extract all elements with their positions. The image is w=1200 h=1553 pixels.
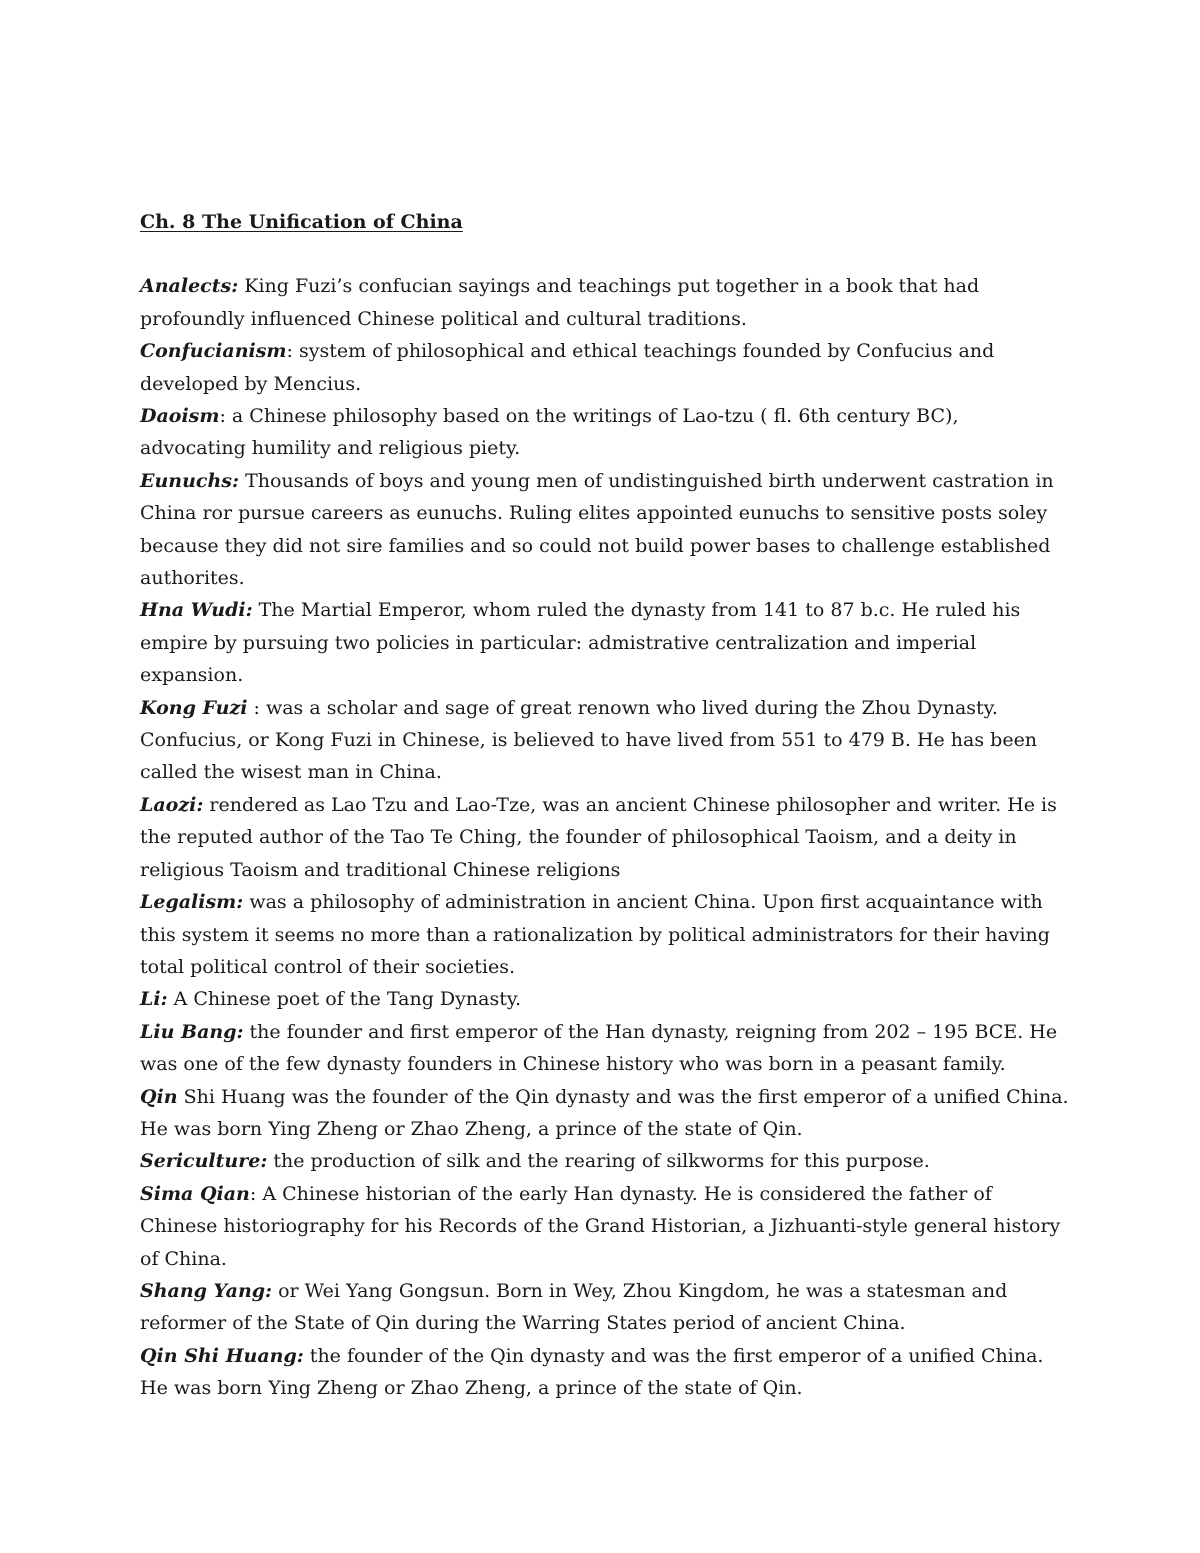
glossary-definition: A Chinese poet of the Tang Dynasty. [167, 988, 522, 1011]
glossary-term: Sericulture: [140, 1150, 268, 1173]
glossary-definition: : A Chinese historian of the early Han dynasty. He is considered the father of Chinese historiography for his Records of the Grand Historian, a Jizhuanti-style general history of China. [140, 1182, 1061, 1270]
glossary-term: Laozi: [140, 793, 204, 816]
glossary-definition: King Fuzi’s confucian sayings and teachings put together in a book that had profoundly influenced Chinese political and cultural traditions. [140, 275, 980, 330]
glossary-term: Liu Bang: [140, 1020, 244, 1043]
glossary-term: Analects: [140, 275, 239, 298]
glossary-entry-analects [140, 270, 1070, 335]
glossary-entry-shang-yang [140, 1275, 1070, 1340]
glossary-term: Sima Qian [140, 1182, 250, 1205]
glossary-definition: : a Chinese philosophy based on the writings of Lao-tzu ( fl. 6th century BC), advocating humility and religious piety. [140, 405, 959, 460]
glossary-term: Daoism [140, 405, 220, 428]
glossary-entry-han-wudi [140, 594, 1070, 691]
glossary-entry-laozi [140, 789, 1070, 886]
glossary-entry-eunuchs [140, 465, 1070, 595]
glossary-term: Li: [140, 988, 168, 1011]
glossary-term: Eunuchs: [140, 469, 240, 492]
glossary-definition: : system of philosophical and ethical teachings founded by Confucius and developed by Mencius. [140, 340, 995, 395]
glossary-definition: rendered as Lao Tzu and Lao-Tze, was an ancient Chinese philosopher and writer. He is the reputed author of the Tao Te Ching, the founder of philosophical Taoism, and a deity in religious Taoism and traditional Chinese religions [140, 793, 1057, 881]
document-title: Ch. 8 The Unification of China [140, 211, 463, 233]
glossary-definition: the production of silk and the rearing of silkworms for this purpose. [267, 1150, 930, 1173]
glossary-entry-confucianism [140, 335, 1070, 400]
glossary-entry-sima-qian [140, 1178, 1070, 1275]
glossary-term: Confucianism [140, 340, 287, 363]
glossary-entry-kong-fuzi [140, 692, 1070, 789]
glossary-term: Hna Wudi: [140, 599, 253, 622]
glossary-term: Shang Yang: [140, 1279, 273, 1302]
glossary-entry-qin-shi-huang [140, 1340, 1070, 1405]
glossary-term: Qin [140, 1085, 178, 1108]
glossary-entry-qin [140, 1081, 1070, 1146]
glossary-definition: the founder of the Qin dynasty and was the first emperor of a unified China. He was born Ying Zheng or Zhao Zheng, a prince of the state of Qin. [140, 1344, 1044, 1400]
document-body [140, 206, 1070, 1405]
glossary-definition: : was a scholar and sage of great renown who lived during the Zhou Dynasty. Confucius, or Kong Fuzi in Chinese, is believed to have lived from 551 to 479 B. He has been called the wisest man in China. [140, 696, 1038, 784]
glossary-entry-li [140, 983, 1070, 1015]
glossary-definition: The Martial Emperor, whom ruled the dynasty from 141 to 87 b.c. He ruled his empire by pursuing two policies in particular: admistrative centralization and imperial expansion. [140, 599, 1021, 687]
glossary-entry-daoism [140, 400, 1070, 465]
glossary-term: Qin Shi Huang: [140, 1344, 304, 1367]
glossary-term: Kong Fuzi [140, 696, 248, 719]
glossary-entry-liu-bang [140, 1016, 1070, 1081]
glossary-definition: or Wei Yang Gongsun. Born in Wey, Zhou Kingdom, he was a statesman and reformer of the State of Qin during the Warring States period of ancient China. [140, 1279, 1008, 1335]
glossary-entry-legalism [140, 886, 1070, 983]
glossary-term: Legalism: [140, 891, 244, 914]
glossary-definition: Shi Huang was the founder of the Qin dynasty and was the first emperor of a unified China. He was born Ying Zheng or Zhao Zheng, a prince of the state of Qin. [140, 1085, 1069, 1140]
glossary-entry-sericulture [140, 1145, 1070, 1177]
glossary-definition: was a philosophy of administration in ancient China. Upon first acquaintance with this system it seems no more than a rationalization by political administrators for their having total political control of their societies. [140, 891, 1050, 978]
glossary-definition: the founder and first emperor of the Han dynasty, reigning from 202 – 195 BCE. He was one of the few dynasty founders in Chinese history who was born in a peasant family. [140, 1020, 1058, 1076]
glossary-definition: Thousands of boys and young men of undistinguished birth underwent castration in China ror pursue careers as eunuchs. Ruling elites appointed eunuchs to sensitive posts soley because they did not sire families and so could not build power bases to challenge established authorites. [140, 469, 1054, 590]
